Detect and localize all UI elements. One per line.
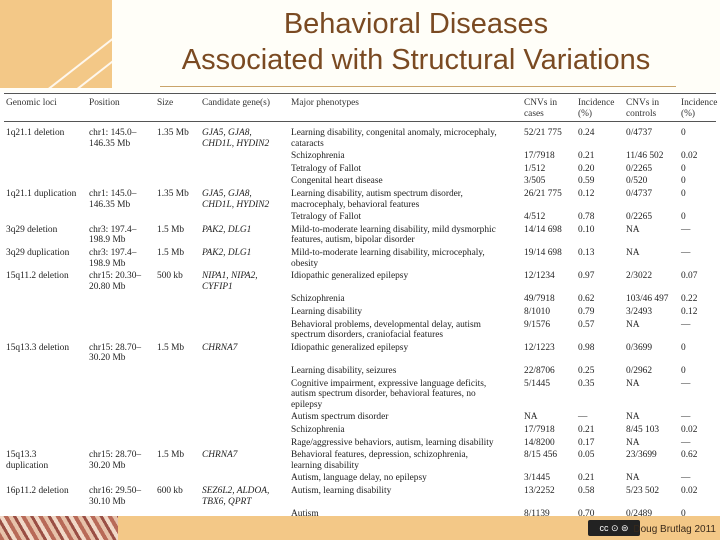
- cell-incidence-controls: 0.07: [681, 271, 698, 282]
- cell-loci: 3q29 deletion: [6, 224, 58, 235]
- footer-bar: [0, 516, 720, 540]
- cell-cnvs-cases: NA: [524, 412, 538, 423]
- cell-genes: CHRNA7: [202, 450, 238, 461]
- cell-incidence-cases: 0.79: [578, 307, 595, 317]
- slide-title: [112, 6, 720, 78]
- decorative-streak: [27, 12, 112, 88]
- cell-cnvs-controls: NA: [626, 248, 640, 258]
- cell-incidence-controls: —: [681, 248, 691, 258]
- header-cnvs-cases: CNVs in cases: [524, 98, 558, 119]
- header-genomic-loci: Genomic loci: [6, 98, 57, 108]
- cell-incidence-controls: 0: [681, 128, 686, 138]
- cell-cnvs-cases: 22/8706: [524, 366, 555, 376]
- cell-cnvs-controls: NA: [626, 412, 640, 423]
- cell-incidence-cases: 0.25: [578, 366, 595, 376]
- cell-cnvs-cases: 3/1445: [524, 473, 551, 484]
- header-rule: [4, 121, 716, 122]
- cell-cnvs-controls: 0/2265: [626, 163, 653, 174]
- cell-loci: 15q11.2 deletion: [6, 271, 69, 282]
- cell-cnvs-controls: 103/46 497: [626, 294, 669, 305]
- cell-position: chr15: 28.70– 30.20 Mb: [89, 342, 142, 364]
- cell-phenotypes: Autism spectrum disorder: [291, 412, 389, 423]
- cell-cnvs-controls: 2/3022: [626, 271, 653, 282]
- cell-incidence-cases: 0.78: [578, 212, 595, 223]
- cell-phenotypes: Schizophrenia: [291, 294, 345, 305]
- cell-cnvs-cases: 19/14 698: [524, 248, 562, 258]
- cell-incidence-controls: —: [681, 412, 691, 423]
- cell-incidence-controls: 0: [681, 509, 686, 516]
- cell-size: 1.5 Mb: [157, 248, 185, 258]
- cell-cnvs-controls: 0/3699: [626, 342, 653, 353]
- cell-incidence-cases: 0.17: [578, 437, 595, 448]
- cell-cnvs-cases: 1/512: [524, 163, 546, 174]
- cell-cnvs-cases: 4/512: [524, 212, 546, 223]
- cell-genes: CHRNA7: [202, 342, 238, 353]
- cell-incidence-controls: 0.22: [681, 294, 698, 305]
- cell-phenotypes: Schizophrenia: [291, 425, 345, 435]
- header-incidence-controls: Incidence (%): [681, 98, 718, 119]
- cell-loci: 16p11.2 deletion: [6, 486, 69, 496]
- cell-loci: 3q29 duplication: [6, 248, 70, 258]
- cell-incidence-controls: —: [681, 224, 691, 235]
- cell-incidence-cases: 0.62: [578, 294, 595, 305]
- cell-cnvs-cases: 14/8200: [524, 437, 555, 448]
- corner-decoration: [0, 0, 112, 88]
- cell-cnvs-controls: NA: [626, 378, 640, 389]
- cell-phenotypes: Cognitive impairment, expressive language deficits, autism spectrum disorder, behavioral features, no epilepsy: [291, 378, 487, 410]
- cell-size: 1.5 Mb: [157, 450, 185, 461]
- cell-phenotypes: Learning disability, autism spectrum disorder, macrocephaly, behavioral features: [291, 189, 463, 210]
- cell-position: chr15: 28.70– 30.20 Mb: [89, 450, 142, 471]
- cell-cnvs-controls: 11/46 502: [626, 151, 664, 162]
- cell-phenotypes: Mild-to-moderate learning disability, microcephaly, obesity: [291, 248, 485, 269]
- cell-incidence-controls: —: [681, 319, 691, 330]
- cell-incidence-cases: 0.98: [578, 342, 595, 353]
- cell-cnvs-controls: 3/2493: [626, 307, 653, 317]
- header-position: Position: [89, 98, 120, 108]
- cell-phenotypes: Tetralogy of Fallot: [291, 212, 362, 223]
- cell-phenotypes: Idiopathic generalized epilepsy: [291, 342, 409, 353]
- cell-cnvs-cases: 9/1576: [524, 319, 551, 330]
- title-underline: [160, 86, 676, 87]
- cell-incidence-cases: 0.24: [578, 128, 595, 138]
- header-cnvs-controls: CNVs in controls: [626, 98, 660, 119]
- cell-cnvs-cases: 49/7918: [524, 294, 555, 305]
- cell-incidence-cases: 0.97: [578, 271, 595, 282]
- cell-incidence-controls: 0.62: [681, 450, 698, 461]
- cell-phenotypes: Idiopathic generalized epilepsy: [291, 271, 409, 282]
- cell-phenotypes: Schizophrenia: [291, 151, 345, 162]
- cell-phenotypes: Autism: [291, 509, 319, 516]
- cell-incidence-controls: —: [681, 437, 691, 448]
- cell-phenotypes: Congenital heart disease: [291, 176, 383, 187]
- decorative-streak: [43, 22, 112, 88]
- cell-cnvs-controls: 0/4737: [626, 189, 653, 199]
- cell-cnvs-cases: 8/15 456: [524, 450, 558, 461]
- cell-size: 1.35 Mb: [157, 189, 189, 199]
- cell-phenotypes: Behavioral problems, developmental delay, autism spectrum disorders, craniofacial features: [291, 319, 481, 341]
- cell-cnvs-cases: 17/7918: [524, 151, 555, 162]
- cell-genes: NIPA1, NIPA2, CYFIP1: [202, 271, 258, 292]
- cnv-table: [0, 92, 720, 516]
- cell-size: 500 kb: [157, 271, 183, 282]
- cell-size: 1.5 Mb: [157, 342, 185, 353]
- cell-position: chr3: 197.4– 198.9 Mb: [89, 224, 137, 246]
- cell-genes: GJA5, GJA8, CHD1L, HYDIN2: [202, 128, 270, 149]
- cell-cnvs-cases: 17/7918: [524, 425, 555, 435]
- cell-incidence-controls: 0.12: [681, 307, 698, 317]
- cell-incidence-cases: 0.13: [578, 248, 595, 258]
- header-major-phenotypes: Major phenotypes: [291, 98, 359, 108]
- title-line-1: Behavioral Diseases: [283, 8, 549, 40]
- cell-genes: PAK2, DLG1: [202, 224, 252, 235]
- cnv-table-body: [0, 92, 720, 516]
- cell-cnvs-controls: 8/45 103: [626, 425, 660, 435]
- cell-incidence-controls: 0: [681, 212, 686, 223]
- header-candidate-genes: Candidate gene(s): [202, 98, 270, 108]
- cell-incidence-cases: 0.70: [578, 509, 595, 516]
- cell-incidence-cases: 0.58: [578, 486, 595, 496]
- cell-cnvs-controls: 23/3699: [626, 450, 657, 461]
- cell-position: chr3: 197.4– 198.9 Mb: [89, 248, 137, 269]
- cell-incidence-cases: 0.05: [578, 450, 595, 461]
- cell-phenotypes: Learning disability: [291, 307, 363, 317]
- cell-position: chr1: 145.0– 146.35 Mb: [89, 128, 137, 149]
- cell-cnvs-cases: 3/505: [524, 176, 546, 187]
- cell-incidence-cases: 0.59: [578, 176, 595, 187]
- cell-phenotypes: Autism, learning disability: [291, 486, 392, 496]
- cell-cnvs-controls: 5/23 502: [626, 486, 660, 496]
- cell-incidence-cases: 0.21: [578, 151, 595, 162]
- cell-incidence-controls: 0: [681, 366, 686, 376]
- cell-incidence-cases: 0.12: [578, 189, 595, 199]
- cell-cnvs-cases: 8/1010: [524, 307, 551, 317]
- cell-incidence-cases: 0.21: [578, 473, 595, 484]
- cell-incidence-cases: 0.20: [578, 163, 595, 174]
- cell-size: 1.5 Mb: [157, 224, 185, 235]
- cell-incidence-cases: 0.10: [578, 224, 595, 235]
- cell-incidence-controls: —: [681, 473, 691, 484]
- cell-size: 1.35 Mb: [157, 128, 189, 138]
- cell-cnvs-cases: 12/1234: [524, 271, 555, 282]
- footer-photo: [0, 516, 118, 540]
- cell-cnvs-controls: 0/2265: [626, 212, 653, 223]
- creative-commons-badge: cc ⊙ ⊜: [588, 520, 640, 536]
- title-line-2: Associated with Structural Variations: [181, 44, 651, 76]
- cell-cnvs-cases: 26/21 775: [524, 189, 562, 199]
- cell-incidence-controls: 0.02: [681, 151, 698, 162]
- cell-position: chr16: 29.50– 30.10 Mb: [89, 486, 142, 507]
- cell-cnvs-controls: 0/2962: [626, 366, 653, 376]
- cell-cnvs-controls: NA: [626, 224, 640, 235]
- cell-phenotypes: Rage/aggressive behaviors, autism, learning disability: [291, 437, 494, 448]
- cell-phenotypes: Tetralogy of Fallot: [291, 163, 362, 174]
- cell-incidence-controls: 0: [681, 176, 686, 187]
- cell-genes: GJA5, GJA8, CHD1L, HYDIN2: [202, 189, 270, 210]
- cell-cnvs-controls: 0/4737: [626, 128, 653, 138]
- cell-phenotypes: Behavioral features, depression, schizophrenia, learning disability: [291, 450, 469, 471]
- cell-genes: PAK2, DLG1: [202, 248, 252, 258]
- cell-cnvs-cases: 12/1223: [524, 342, 555, 353]
- cell-cnvs-cases: 13/2252: [524, 486, 555, 496]
- cell-cnvs-controls: NA: [626, 437, 640, 448]
- cell-cnvs-cases: 14/14 698: [524, 224, 562, 235]
- cell-size: 600 kb: [157, 486, 183, 496]
- cell-incidence-controls: 0: [681, 163, 686, 174]
- cell-incidence-controls: 0.02: [681, 486, 698, 496]
- top-rule: [4, 93, 716, 94]
- cell-phenotypes: Mild-to-moderate learning disability, mild dysmorphic features, autism, bipolar disorder: [291, 224, 496, 246]
- cell-phenotypes: Learning disability, seizures: [291, 366, 397, 376]
- cell-cnvs-controls: NA: [626, 473, 640, 484]
- cell-phenotypes: Autism, language delay, no epilepsy: [291, 473, 427, 484]
- cell-incidence-controls: —: [681, 378, 691, 389]
- cell-cnvs-controls: 0/2489: [626, 509, 653, 516]
- cell-incidence-controls: 0: [681, 342, 686, 353]
- cell-incidence-controls: 0: [681, 189, 686, 199]
- header-incidence-cases: Incidence (%): [578, 98, 615, 119]
- cell-cnvs-cases: 5/1445: [524, 378, 551, 389]
- cell-incidence-cases: 0.21: [578, 425, 595, 435]
- header-size: Size: [157, 98, 174, 108]
- cell-loci: 1q21.1 duplication: [6, 189, 77, 199]
- cell-incidence-cases: 0.35: [578, 378, 595, 389]
- cell-cnvs-cases: 8/1139: [524, 509, 550, 516]
- cell-loci: 15q13.3 deletion: [6, 342, 70, 353]
- cell-loci: 15q13.3 duplication: [6, 450, 49, 471]
- cell-position: chr15: 20.30– 20.80 Mb: [89, 271, 142, 292]
- cell-genes: SEZ6L2, ALDOA, TBX6, QPRT: [202, 486, 270, 507]
- cell-cnvs-cases: 52/21 775: [524, 128, 562, 138]
- cell-phenotypes: Learning disability, congenital anomaly, microcephaly, cataracts: [291, 128, 497, 149]
- cell-loci: 1q21.1 deletion: [6, 128, 65, 138]
- cell-cnvs-controls: NA: [626, 319, 640, 330]
- cell-cnvs-controls: 0/520: [626, 176, 648, 187]
- cell-incidence-cases: 0.57: [578, 319, 595, 330]
- cell-position: chr1: 145.0– 146.35 Mb: [89, 189, 137, 210]
- cell-incidence-cases: —: [578, 412, 588, 423]
- author-credit: Doug Brutlag 2011: [633, 524, 716, 535]
- cell-incidence-controls: 0.02: [681, 425, 698, 435]
